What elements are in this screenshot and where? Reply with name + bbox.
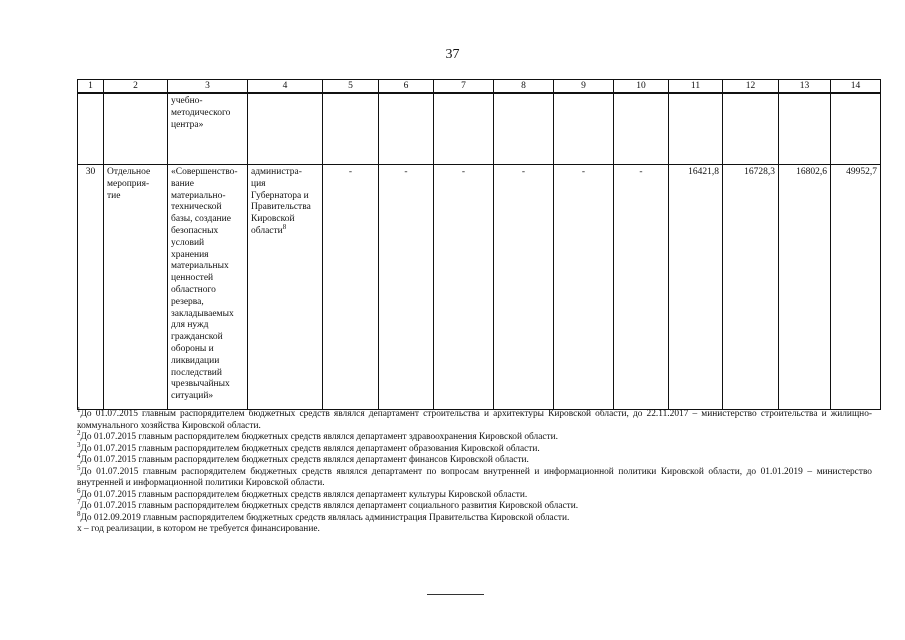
cell-empty bbox=[669, 93, 723, 165]
footnote-mark: 4 bbox=[77, 451, 81, 460]
cell-col-6: - bbox=[379, 165, 434, 410]
footnote-text: До 012.09.2019 главным распорядителем бюджетных средств являлась администрация Правительства Кировской области. bbox=[80, 512, 570, 523]
cell-empty bbox=[78, 93, 104, 165]
column-header-5: 5 bbox=[323, 80, 379, 94]
table-row-continuation bbox=[78, 93, 881, 165]
footnote-mark: 7 bbox=[77, 497, 81, 506]
cell-empty bbox=[554, 93, 614, 165]
column-header-1: 1 bbox=[78, 80, 104, 94]
cell-col-14: 49952,7 bbox=[831, 165, 881, 410]
column-header-6: 6 bbox=[379, 80, 434, 94]
cell-empty bbox=[248, 93, 323, 165]
cell-empty bbox=[379, 93, 434, 165]
cell-empty bbox=[779, 93, 831, 165]
footnote-mark: 1 bbox=[77, 405, 81, 414]
cell-empty bbox=[104, 93, 168, 165]
cell-col-5: - bbox=[323, 165, 379, 410]
footnote-text: До 01.07.2015 главным распорядителем бюджетных средств являлся департамент по вопросам внутренней и информационной политики Кировской области, до 01.01.2019 – министерство внутренней и информационной политики Кировской области. bbox=[77, 466, 872, 488]
cell-col-13: 16802,6 bbox=[779, 165, 831, 410]
footnote bbox=[77, 428, 872, 444]
cell-col-10: - bbox=[614, 165, 669, 410]
footnote bbox=[77, 440, 872, 456]
bottom-divider bbox=[427, 594, 484, 595]
footnotes bbox=[77, 405, 872, 536]
budget-table bbox=[77, 79, 881, 410]
footnote bbox=[77, 497, 872, 513]
footnote bbox=[77, 463, 872, 490]
footnote-mark: 6 bbox=[77, 486, 81, 495]
cell-name: «Совершенство- вание материально- технической базы, создание безопасных условий хранения материальных ценностей областного резерва, закладываемых для нужд гражданской обороны и ликвидации последствий чрезвычайных ситуаций» bbox=[168, 165, 248, 410]
cell-empty bbox=[831, 93, 881, 165]
cell-empty bbox=[614, 93, 669, 165]
footnote bbox=[77, 451, 872, 467]
cell-col-11: 16421,8 bbox=[669, 165, 723, 410]
cell-empty bbox=[434, 93, 494, 165]
footnote bbox=[77, 509, 872, 525]
cell-col-9: - bbox=[554, 165, 614, 410]
footnote bbox=[77, 486, 872, 502]
cell-row-number: 30 bbox=[78, 165, 104, 410]
cell-col-7: - bbox=[434, 165, 494, 410]
footnote-text: До 01.07.2015 главным распорядителем бюджетных средств являлся департамент образования Кировской области. bbox=[80, 443, 540, 454]
table-header-row bbox=[78, 80, 881, 94]
column-header-14: 14 bbox=[831, 80, 881, 94]
column-header-8: 8 bbox=[494, 80, 554, 94]
cell-empty bbox=[323, 93, 379, 165]
column-header-12: 12 bbox=[723, 80, 779, 94]
cell-type: Отдельное мероприя- тие bbox=[104, 165, 168, 410]
column-header-11: 11 bbox=[669, 80, 723, 94]
column-header-9: 9 bbox=[554, 80, 614, 94]
cell-executor bbox=[248, 165, 323, 410]
column-header-13: 13 bbox=[779, 80, 831, 94]
cell-col-8: - bbox=[494, 165, 554, 410]
executor-footnote-mark: 8 bbox=[282, 222, 287, 231]
footnote-mark: 8 bbox=[77, 509, 81, 518]
column-header-3: 3 bbox=[168, 80, 248, 94]
footnote-text: До 01.07.2015 главным распорядителем бюджетных средств являлся департамент культуры Кировской области. bbox=[80, 489, 528, 500]
executor-text: администра- ция Губернатора и Правительства Кировской области bbox=[251, 167, 311, 236]
column-header-10: 10 bbox=[614, 80, 669, 94]
column-header-4: 4 bbox=[248, 80, 323, 94]
footnote-text: До 01.07.2015 главным распорядителем бюджетных средств являлся департамент социального развития Кировской области. bbox=[80, 501, 579, 511]
cell-name-continuation: учебно- методического центра» bbox=[168, 93, 248, 165]
footnote bbox=[77, 405, 872, 432]
footnote-text: До 01.07.2015 главным распорядителем бюджетных средств являлся департамент здравоохранения Кировской области. bbox=[80, 432, 559, 442]
page-number: 37 bbox=[445, 47, 460, 62]
cell-empty bbox=[723, 93, 779, 165]
footnote-legend bbox=[77, 524, 872, 536]
footnote-mark: 2 bbox=[77, 428, 81, 437]
footnote-mark: 5 bbox=[77, 463, 81, 472]
footnote-text: До 01.07.2015 главным распорядителем бюджетных средств являлся департамент финансов Кировской области. bbox=[80, 455, 529, 465]
footnote-text: х – год реализации, в котором не требуется финансирование. bbox=[77, 524, 320, 534]
cell-col-12: 16728,3 bbox=[723, 165, 779, 410]
column-header-2: 2 bbox=[104, 80, 168, 94]
footnote-mark: 3 bbox=[77, 440, 81, 449]
cell-empty bbox=[494, 93, 554, 165]
table-row-30 bbox=[78, 165, 881, 410]
footnote-text: До 01.07.2015 главным распорядителем бюджетных средств являлся департамент строительства и архитектуры Кировской области, до 22.11.2017 – министерство строительства и жилищно-коммунального хозяйства Кировской области. bbox=[77, 409, 872, 431]
column-header-7: 7 bbox=[434, 80, 494, 94]
